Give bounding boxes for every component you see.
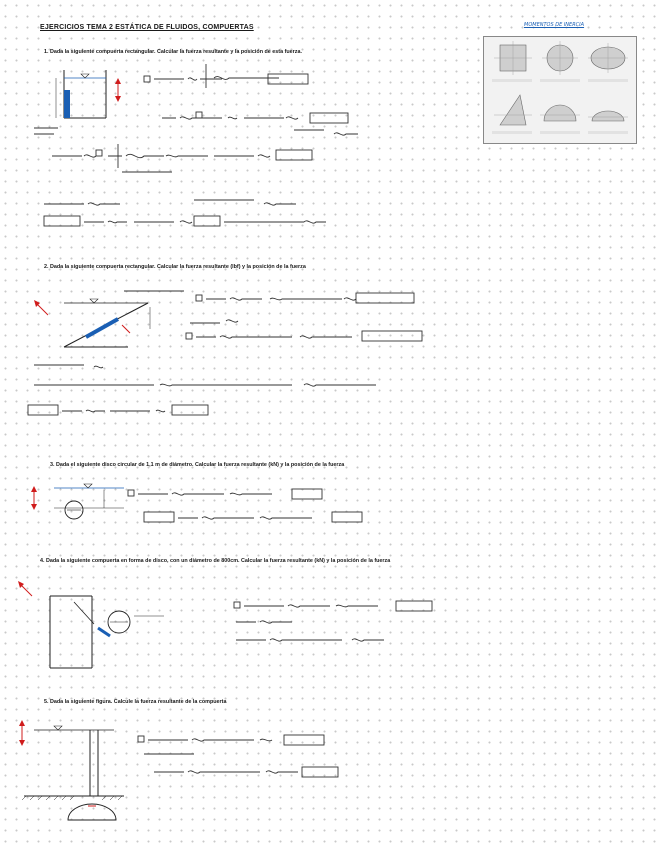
problem-5-solution-scribbles — [134, 730, 394, 790]
problem-2-solution-scribbles — [14, 285, 654, 435]
problem-4-solution-scribbles — [226, 594, 456, 654]
page-title: EJERCICIOS TEMA 2 ESTÁTICA DE FLUIDOS, COMPUERTAS — [40, 24, 254, 31]
problem-3-statement: 3. Dada el siguiente disco circular de 1,1 m de diámetro. Calcular la fuerza resultante (kN) y la posición de la fuerza — [50, 462, 345, 468]
problem-3-diagram — [24, 478, 134, 538]
problem-1-solution-scribbles — [14, 64, 654, 244]
reference-title: MOMENTOS DE INERCIA — [524, 22, 585, 28]
problem-2-statement: 2. Dada la siguiente compuerta rectangular. Calcular la fuerza resultante (lbf) y la posición de la fuerza — [44, 264, 306, 270]
problem-5-statement: 5. Dada la siguiente figura. Calcule la fuerza resultante de la compuerta — [44, 699, 227, 705]
problem-4-statement: 4. Dada la siguiente compuerta en forma de disco, con un diámetro de 800cm. Calcular la fuerza resultante (kN) y la posición de la fuerza — [40, 558, 391, 564]
problem-4-diagram — [14, 576, 174, 686]
problem-3-solution-scribbles — [120, 482, 420, 532]
problem-1-statement: 1. Dada la siguiente compuerta rectangular. Calcular la fuerza resultante y la posición de esta fuerza. — [44, 49, 302, 55]
problem-5-diagram — [14, 716, 134, 826]
